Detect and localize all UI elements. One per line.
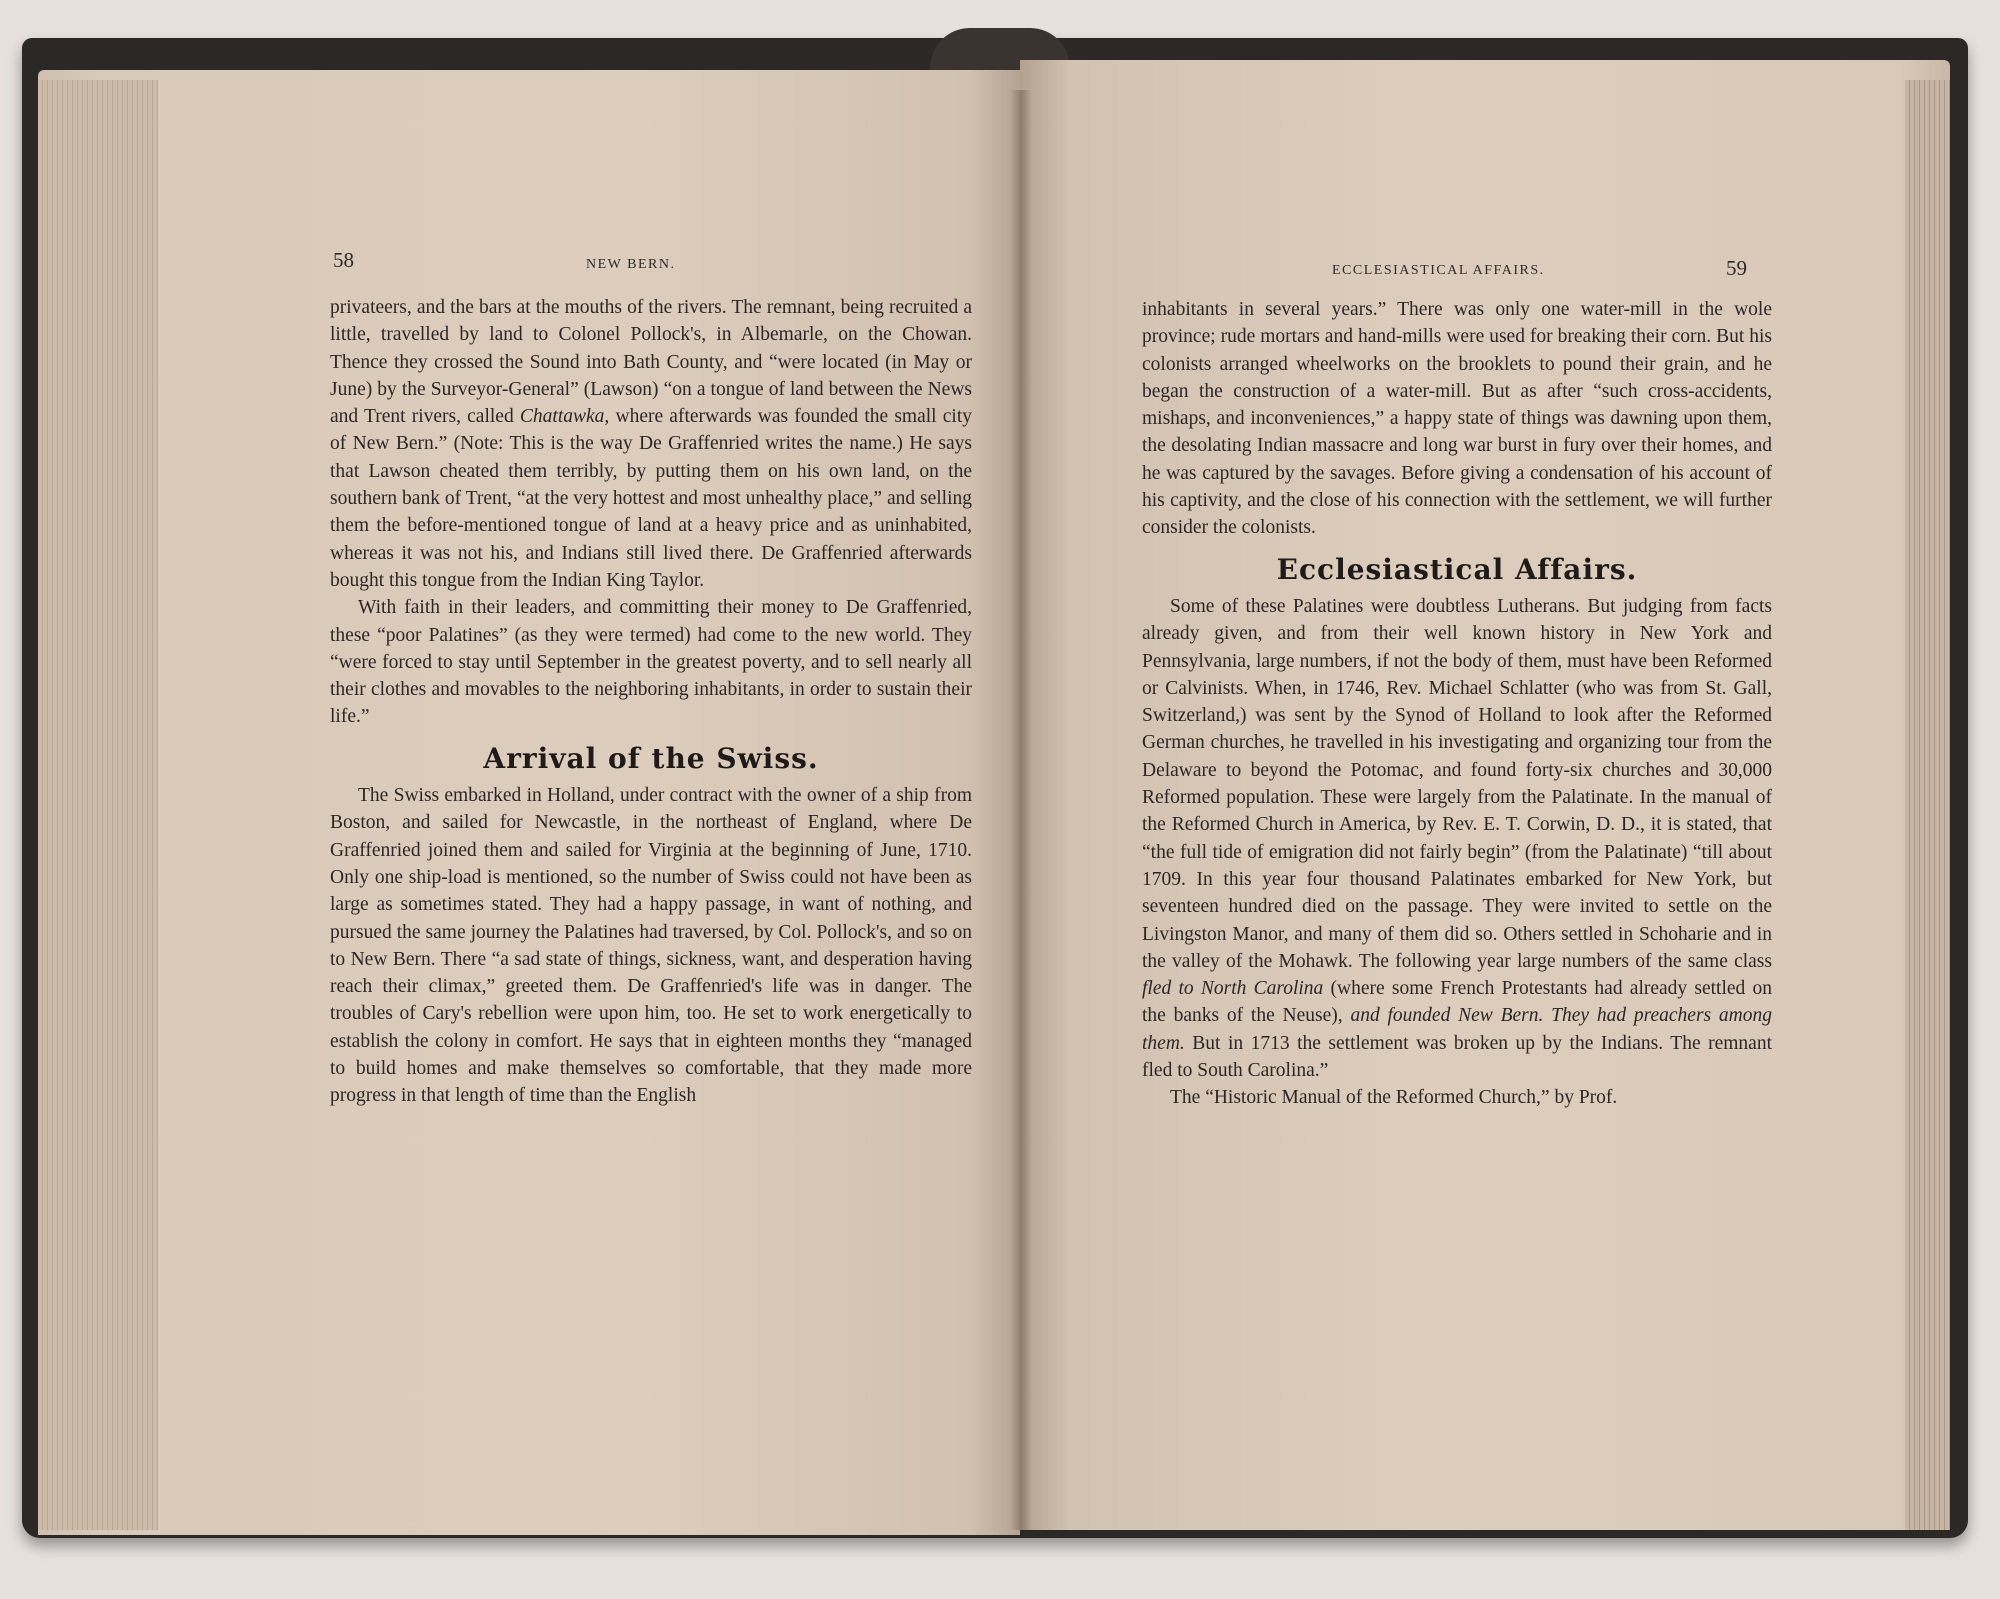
running-head-left: NEW BERN. bbox=[586, 257, 676, 272]
left-page-edges bbox=[38, 80, 158, 1530]
page-number-left: 58 bbox=[333, 248, 354, 272]
running-head-right: ECCLESIASTICAL AFFAIRS. bbox=[1332, 263, 1545, 278]
left-paragraph-1: privateers, and the bars at the mouths of the rivers. The remnant, being recruited a little, travelled by land to Colonel Pollock's, in Albemarle, on the Chowan. Thence they crossed the Sound into Bath County, and “were located (in May or June) by the Surveyor-General” (Lawson) “on a tongue of land between the News and Trent rivers, called Chattawka, where afterwards was founded the small city of New Bern.” (Note: This is the way De Graffenried writes the name.) He says that Lawson cheated them terribly, by putting them on his own land, on the southern bank of Trent, “at the very hottest and most unhealthy place,” and selling them the before-mentioned tongue of land at a heavy price and as uninhabited, whereas it was not his, and Indians still lived there. De Graffenried afterwards bought this tongue from the Indian King Taylor. bbox=[330, 297, 973, 591]
left-paragraph-3: The Swiss embarked in Holland, under contract with the owner of a ship from Boston, and sailed for Newcastle, in the northeast of England, where De Graffenried joined them and sailed for Virginia at the beginning of June, 1710. Only one ship-load is mentioned, so the number of Swiss could not have been as large as sometimes stated. They had a happy passage, in want of nothing, and pursued the same journey the Palatines had traversed, by Col. Pollock's, and so on to New Bern. There “a sad state of things, sickness, want, and desperation having reach their climax,” greeted them. De Graffenried's life was in danger. The troubles of Cary's rebellion were upon him, too. He set to work energetically to establish the colony in comfort. He says that in eighteen months they “managed to build homes and make themselves so comfortable, that they made more progress in that length of time than the English bbox=[330, 785, 972, 1107]
italic-fled: fled to North Carolina bbox=[1142, 978, 1324, 1000]
right-page-edges bbox=[1905, 80, 1950, 1530]
right-text-block bbox=[1142, 296, 1772, 1112]
left-text-block bbox=[330, 294, 972, 1110]
section-title-ecclesiastical: Ecclesiastical Affairs. bbox=[1276, 552, 1638, 586]
right-page bbox=[1020, 60, 1950, 1530]
right-paragraph-1: inhabitants in several years.” There was only one water-mill in the wole province; rude mortars and hand-mills were used for breaking their corn. But his colonists arranged wheelworks on the brooklets to pound their grain, and he began the construction of a water-mill. But as after “such cross-accidents, mishaps, and inconveniences,” a happy state of things was dawning upon them, the desolating Indian massacre and long war burst in fury over their homes, and he was captured by the savages. Before giving a condensation of his account of his captivity, and the close of his connection with the settlement, we will further consider the colonists. bbox=[1142, 299, 1772, 539]
left-page bbox=[38, 70, 1020, 1535]
left-paragraph-2: With faith in their leaders, and committing their money to De Graffenried, these “poor Palatines” (as they were termed) had come to the new world. They “were forced to stay until September in the greatest poverty, and to sell nearly all their clothes and movables to the neighboring inhabitants, in order to sustain their life.” bbox=[330, 597, 972, 728]
italic-founded: and founded New Bern. They had preachers among them. bbox=[1142, 1005, 1773, 1054]
page-number-right: 59 bbox=[1726, 256, 1747, 280]
right-paragraph-3: The “Historic Manual of the Reformed Church,” by Prof. bbox=[1170, 1087, 1618, 1109]
book-gutter bbox=[1010, 90, 1032, 1530]
right-paragraph-2: Some of these Palatines were doubtless Lutherans. But judging from facts already given, and from their well known history in New York and Pennsylvania, large numbers, if not the body of them, must have been Reformed or Calvinists. When, in 1746, Rev. Michael Schlatter (who was from St. Gall, Switzerland,) was sent by the Synod of Holland to look after the Reformed German churches, he travelled in his investigating and organizing tour from the Delaware to beyond the Potomac, and found forty-six churches and 30,000 Reformed population. These were largely from the Palatinate. In the manual of the Reformed Church in America, by Rev. E. T. Corwin, D. D., it is stated, that “the full tide of emigration did not fairly begin” (from the Palatinate) “till about 1709. In this year four thousand Palatinates embarked for New York, but seventeen hundred died on the passage. They were invited to settle on the Livingston Manor, and many of them did so. Others settled in Schoharie and in the valley of the Mohawk. The following year large numbers of the same class fled to North Carolina (where some French Protestants had already settled on the banks of the Neuse), and founded New Bern. They had preachers among them. But in 1713 the settlement was broken up by the Indians. The remnant fled to South Carolina.” bbox=[1142, 595, 1773, 1082]
section-title-arrival: Arrival of the Swiss. bbox=[483, 741, 819, 775]
italic-chattawka: Chattawka, bbox=[519, 406, 610, 428]
